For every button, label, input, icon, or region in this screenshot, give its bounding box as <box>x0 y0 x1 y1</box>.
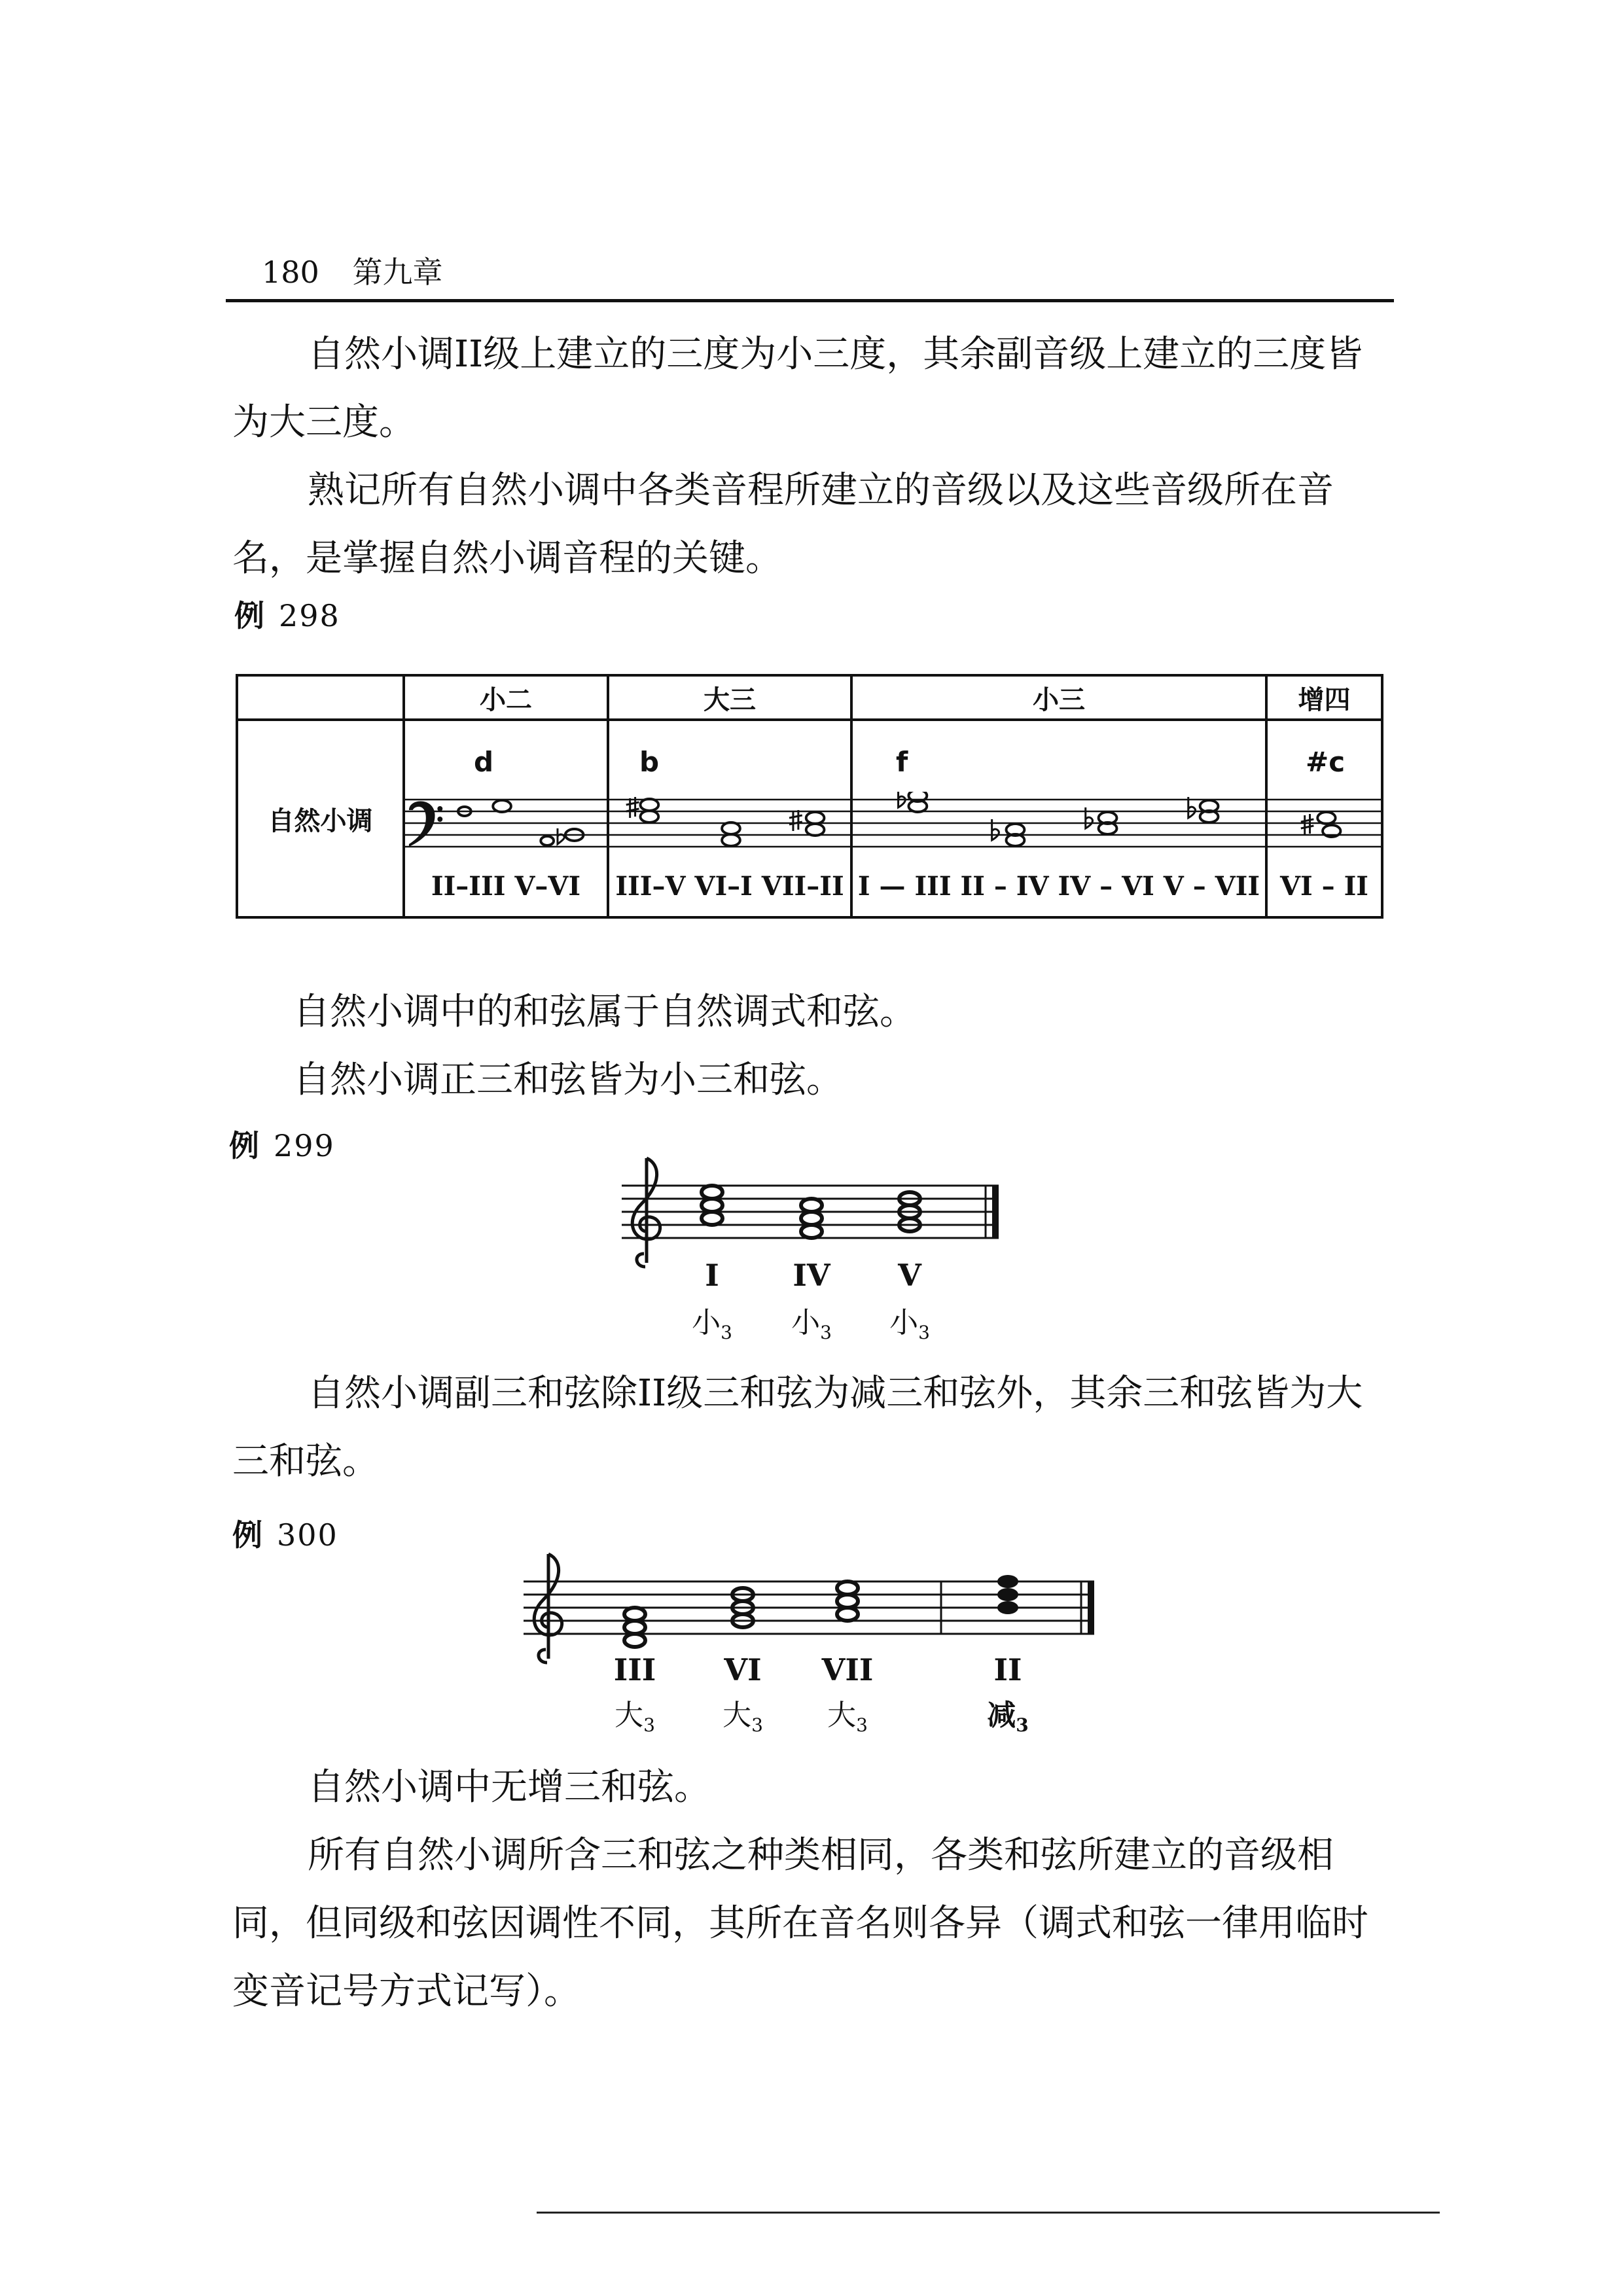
example-number: 298 <box>279 598 340 633</box>
cell-minor-second <box>404 720 608 917</box>
table-row <box>237 720 1382 917</box>
top-text <box>232 321 1391 593</box>
header-rule <box>226 299 1394 302</box>
col-header-minor-third: 小三 <box>851 675 1266 720</box>
degree-pairs: I — III II – IV IV – VI V – VII <box>857 871 1260 902</box>
cell-augmented-fourth <box>1266 720 1382 917</box>
row-label: 自然小调 <box>237 720 404 917</box>
chord-quality: 大$_3$ <box>722 1699 763 1736</box>
paragraph: 自然小调II级上建立的三度为小三度，其余副音级上建立的三度皆为大三度。 <box>232 333 1363 444</box>
bottom-text <box>232 1754 1391 2026</box>
chord-degree: IV <box>793 1258 830 1293</box>
example-299-label <box>229 1122 335 1165</box>
example-word: 例 <box>232 1517 264 1553</box>
chord-quality: 小$_3$ <box>692 1306 732 1343</box>
note-name: #c <box>1306 746 1346 778</box>
chord-quality: 减$_3$ <box>987 1699 1029 1736</box>
chapter-title: 第九章 <box>352 255 443 290</box>
staff-bass <box>405 792 607 855</box>
page-number: 180 <box>262 255 319 290</box>
paragraph: 所有自然小调所含三和弦之种类相同，各类和弦所建立的音级相同，但同级和弦因调性不同，其所在音名则各异（调式和弦一律用临时变音记号方式记写）。 <box>232 1834 1368 2013</box>
cell-minor-third <box>851 720 1266 917</box>
degree-pairs: VI – II <box>1279 871 1369 902</box>
col-header-augmented-fourth: 增四 <box>1266 675 1382 720</box>
col-header-minor-second: 小二 <box>404 675 608 720</box>
example-300-label <box>232 1511 338 1555</box>
example-number: 299 <box>274 1128 335 1163</box>
paragraph: 自然小调中的和弦属于自然调式和弦。 <box>293 991 916 1033</box>
example-300-staff <box>524 1547 1099 1665</box>
chord-degree: I <box>705 1258 719 1293</box>
chord-degree: VII <box>821 1652 874 1687</box>
note-name: d <box>474 746 494 778</box>
example-298-label <box>234 592 340 635</box>
example-299-staff <box>622 1152 1001 1269</box>
chord-degree: III <box>613 1652 656 1687</box>
paragraph: 自然小调中无增三和弦。 <box>308 1766 711 1809</box>
cell-major-third <box>608 720 851 917</box>
paragraph: 熟记所有自然小调中各类音程所建立的音级以及这些音级所在音名，是掌握自然小调音程的关键。 <box>232 469 1334 580</box>
footer-rule <box>537 2212 1440 2214</box>
note-name: b <box>639 746 660 778</box>
chord-degree: VI <box>724 1652 762 1687</box>
running-header <box>262 249 442 292</box>
degree-pairs: III–V VI–I VII–II <box>615 871 844 902</box>
example-word: 例 <box>234 598 266 633</box>
middle-text <box>293 978 1393 1114</box>
chord-quality: 大$_3$ <box>827 1699 868 1736</box>
chord-quality: 小$_3$ <box>791 1306 832 1343</box>
paragraph: 自然小调正三和弦皆为小三和弦。 <box>293 1059 843 1101</box>
staff <box>1268 792 1381 855</box>
text-after-299 <box>232 1360 1391 1496</box>
interval-table <box>236 674 1383 919</box>
degree-pairs: II–III V–VI <box>431 871 581 902</box>
staff <box>853 792 1265 855</box>
note-name: f <box>896 746 908 778</box>
example-number: 300 <box>277 1517 338 1553</box>
chord-degree: II <box>993 1652 1022 1687</box>
chord-degree: V <box>898 1258 921 1293</box>
paragraph: 自然小调副三和弦除II级三和弦为减三和弦外，其余三和弦皆为大三和弦。 <box>232 1372 1363 1483</box>
staff <box>609 792 850 855</box>
chord-quality: 小$_3$ <box>889 1306 930 1343</box>
chord-quality: 大$_3$ <box>615 1699 655 1736</box>
col-header-major-third: 大三 <box>608 675 851 720</box>
table-corner <box>237 675 404 720</box>
example-word: 例 <box>229 1128 260 1163</box>
table-header-row <box>237 675 1382 720</box>
